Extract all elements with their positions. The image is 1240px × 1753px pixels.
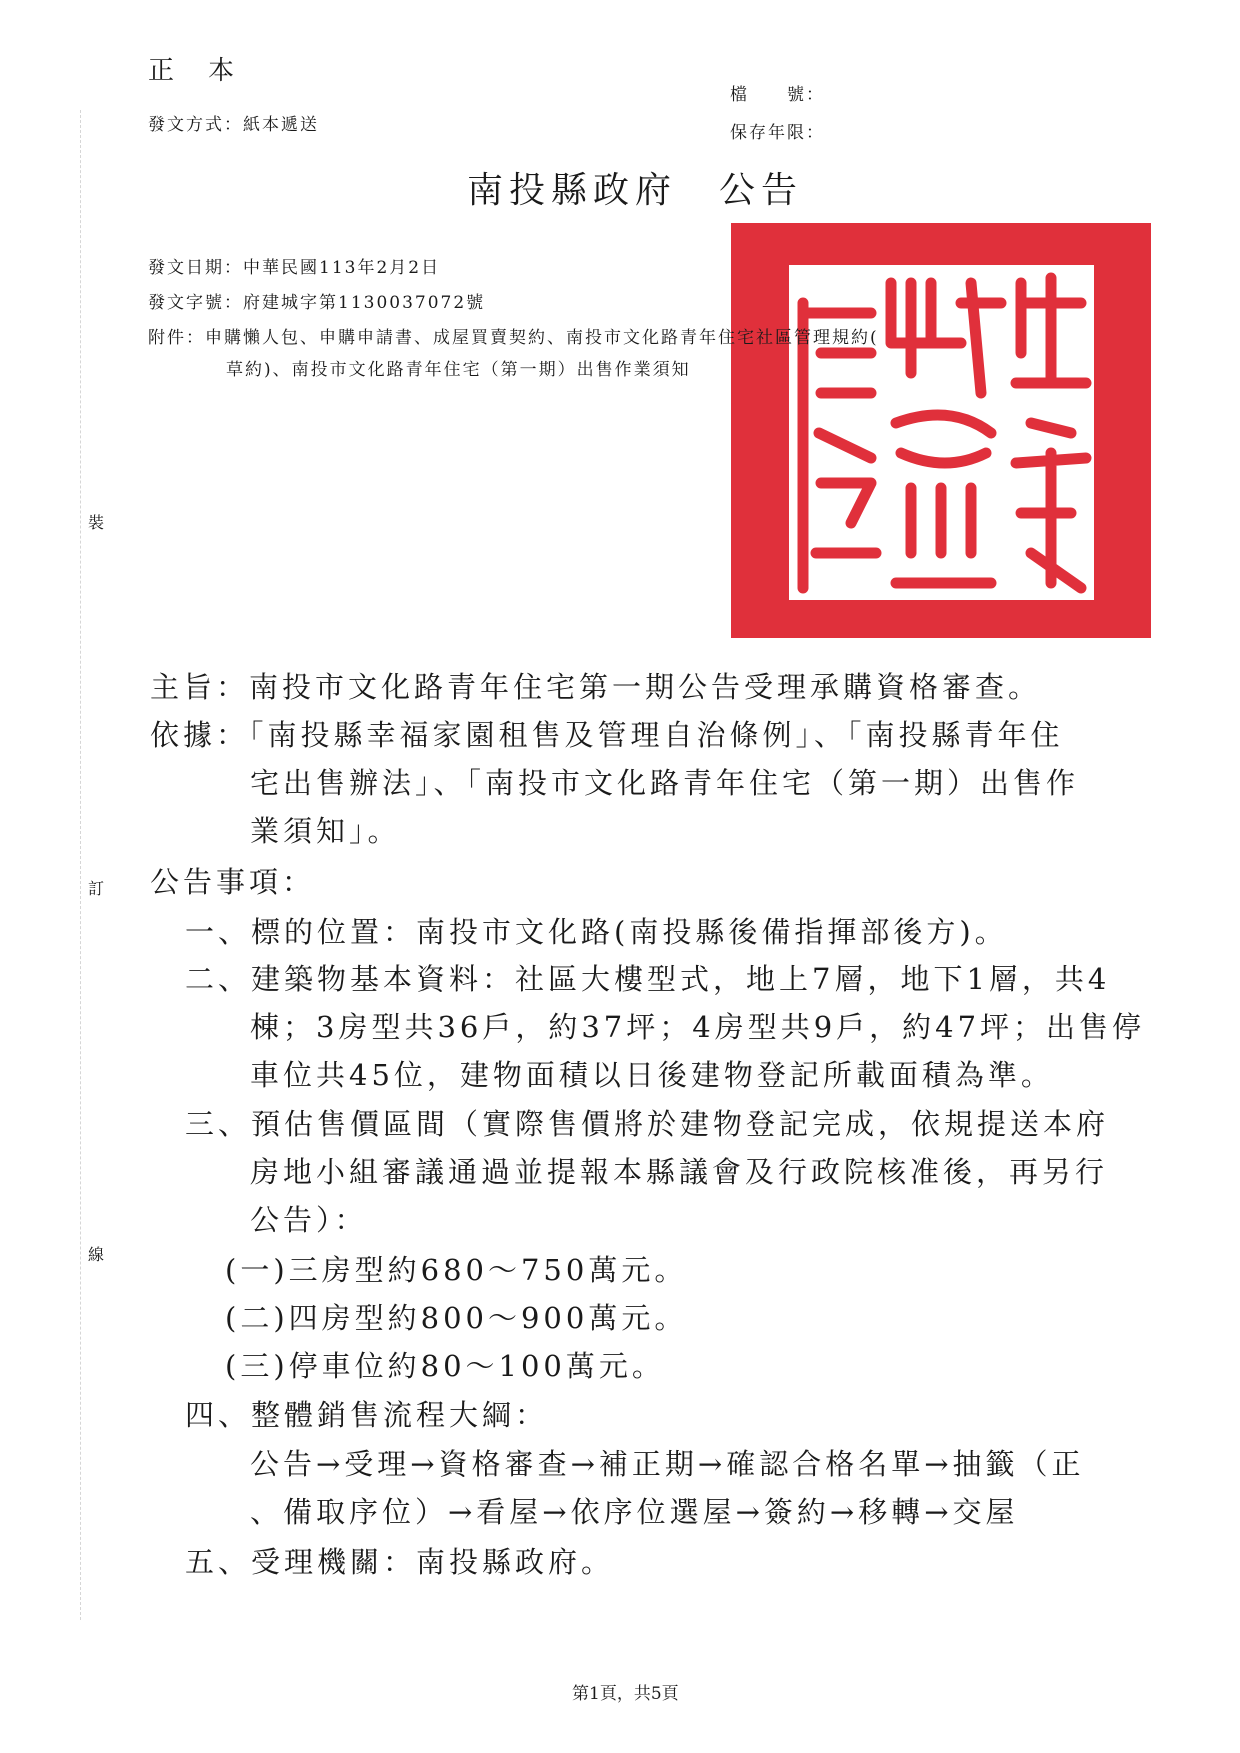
price-parking: (三)停車位約80～100萬元。 <box>225 1349 665 1383</box>
item-3-line-2: 房地小組審議通過並提報本縣議會及行政院核准後，再另行 <box>250 1155 1109 1189</box>
binding-mark-xian: 線 <box>88 1245 105 1264</box>
sales-flow-line-1: 公告→受理→資格審查→補正期→確認合格名單→抽籤（正 <box>250 1447 1085 1481</box>
document-number: 發文字號：府建城字第1130037072號 <box>148 293 486 313</box>
price-four-bedroom: (二)四房型約800～900萬元。 <box>225 1301 688 1335</box>
binding-line <box>80 110 82 1620</box>
item-1-location: 一、標的位置：南投市文化路(南投縣後備指揮部後方)。 <box>185 915 1008 949</box>
delivery-method: 發文方式：紙本遞送 <box>148 115 319 135</box>
subject: 主旨：南投市文化路青年住宅第一期公告受理承購資格審查。 <box>150 670 1042 704</box>
binding-mark-ding: 訂 <box>88 879 105 898</box>
notice-items-heading: 公告事項： <box>150 865 316 899</box>
issue-date: 發文日期：中華民國113年2月2日 <box>148 258 441 278</box>
file-number-label: 檔 號： <box>730 85 825 105</box>
price-three-bedroom: (一)三房型約680～750萬元。 <box>225 1253 688 1287</box>
item-5-agency: 五、受理機關：南投縣政府。 <box>185 1545 615 1579</box>
sales-flow-line-2: 、備取序位）→看屋→依序位選屋→簽約→移轉→交屋 <box>250 1495 1019 1529</box>
basis-line-1: 依據：「南投縣幸福家園租售及管理自治條例」、「南投縣青年住 <box>150 718 1064 752</box>
attachments-line-1: 附件：申購懶人包、申購申請書、成屋買賣契約、南投市文化路青年住宅社區管理規約( <box>148 328 879 348</box>
basis-line-2: 宅出售辦法」、「南投市文化路青年住宅（第一期）出售作 <box>250 766 1080 800</box>
item-2-line-2: 棟；3房型共36戶，約37坪；4房型共9戶，約47坪；出售停 <box>250 1010 1146 1044</box>
item-3-line-3: 公告）： <box>250 1203 368 1237</box>
item-3-line-1: 三、預估售價區間（實際售價將於建物登記完成，依規提送本府 <box>185 1107 1110 1141</box>
item-2-line-1: 二、建築物基本資料：社區大樓型式，地上7層，地下1層，共4 <box>185 962 1111 996</box>
retention-period-label: 保存年限： <box>730 123 825 143</box>
basis-line-3: 業須知」。 <box>250 814 401 848</box>
official-seal <box>731 223 1151 638</box>
document-title: 南投縣政府 公告 <box>467 170 804 211</box>
copy-type-label: 正 本 <box>148 56 239 86</box>
page-number: 第1頁，共5頁 <box>572 1684 679 1704</box>
item-4-sales-flow: 四、整體銷售流程大綱： <box>185 1398 549 1432</box>
binding-mark-zhuang: 裝 <box>88 513 105 532</box>
attachments-line-2: 草約)、南投市文化路青年住宅（第一期）出售作業須知 <box>226 360 691 380</box>
item-2-line-3: 車位共45位，建物面積以日後建物登記所載面積為準。 <box>250 1058 1054 1092</box>
